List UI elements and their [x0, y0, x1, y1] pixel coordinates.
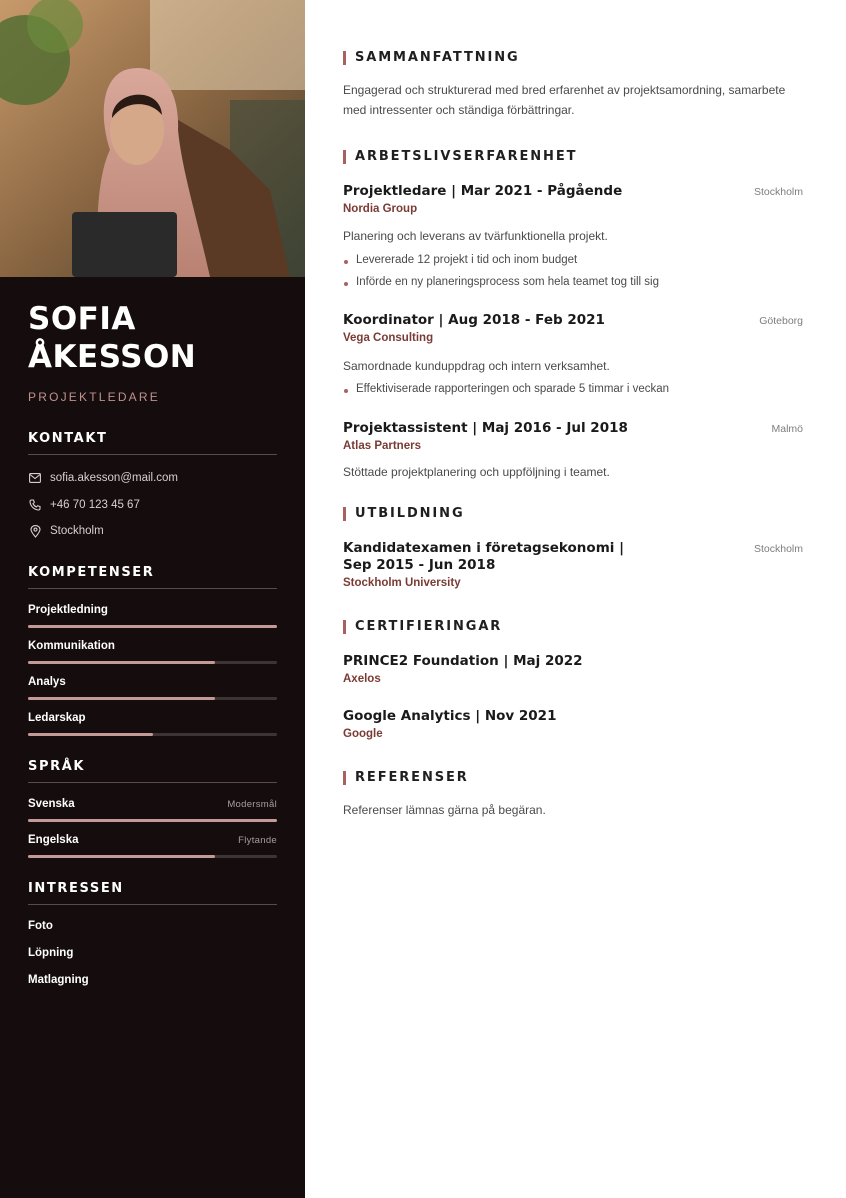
- language-bar-fill: [28, 855, 215, 858]
- skill-label: Ledarskap: [28, 712, 86, 724]
- language-level: Modersmål: [227, 799, 277, 810]
- language-level: Flytande: [238, 835, 277, 846]
- skill-item: [28, 604, 277, 640]
- interest-item: Löpning: [28, 947, 74, 959]
- contact-section: [28, 431, 277, 545]
- references-heading: REFERENSER: [343, 770, 469, 786]
- job-bullet: Införde en ny planeringsprocess som hela teamet tog till sig: [343, 276, 659, 288]
- job-title: Koordinator | Aug 2018 - Feb 2021: [343, 312, 605, 328]
- job-location: Göteborg: [759, 315, 803, 327]
- certification-title: Google Analytics | Nov 2021: [343, 708, 557, 724]
- mail-icon: [28, 471, 42, 485]
- job-location: Stockholm: [753, 186, 803, 198]
- skills-section: [28, 565, 277, 748]
- language-item: [28, 798, 277, 834]
- skill-bar: [28, 625, 277, 628]
- summary-text: Engagerad och strukturerad med bred erfarenhet av projektsamordning, samarbete med intressenter och ständiga förbättringar.: [343, 83, 786, 117]
- contact-email[interactable]: [28, 465, 277, 492]
- job-description: Samordnade kunduppdrag och intern verksamhet.: [343, 359, 610, 373]
- profile-photo: [0, 0, 305, 277]
- languages-list: [28, 798, 277, 870]
- interests-heading: INTRESSEN: [28, 881, 277, 905]
- job-company: Vega Consulting: [343, 332, 434, 344]
- contact-phone[interactable]: [28, 492, 277, 519]
- languages-section: [28, 759, 277, 870]
- contact-location: [28, 518, 277, 545]
- language-label: Svenska: [28, 798, 75, 810]
- skill-bar: [28, 697, 277, 700]
- certifications-heading: CERTIFIERINGAR: [343, 619, 502, 635]
- job-title: Projektassistent | Maj 2016 - Jul 2018: [343, 420, 628, 436]
- skill-item: [28, 640, 277, 676]
- interests-section: [28, 881, 277, 994]
- certification-title: PRINCE2 Foundation | Maj 2022: [343, 653, 583, 669]
- skill-bar-fill: [28, 625, 277, 628]
- contact-location-text: Stockholm: [50, 525, 104, 538]
- education-school: Stockholm University: [343, 577, 461, 589]
- language-bar: [28, 819, 277, 822]
- references-text: Referenser lämnas gärna på begäran.: [343, 803, 546, 817]
- languages-heading: SPRÅK: [28, 759, 277, 783]
- language-item: [28, 834, 277, 870]
- full-name: [28, 300, 277, 376]
- interest-item: Matlagning: [28, 974, 89, 986]
- job-description: Planering och leverans av tvärfunktionella projekt.: [343, 229, 608, 243]
- job-description: Stöttade projektplanering och uppföljning i teamet.: [343, 465, 610, 479]
- skill-bar: [28, 733, 277, 736]
- job-company: Atlas Partners: [343, 440, 421, 452]
- name-first: SOFIA: [28, 301, 136, 337]
- skill-item: [28, 676, 277, 712]
- interests-list: [28, 913, 277, 994]
- location-pin-icon: [28, 524, 42, 538]
- contact-heading: KONTAKT: [28, 431, 277, 455]
- job-title: Projektledare | Mar 2021 - Pågående: [343, 183, 623, 199]
- name-last: ÅKESSON: [28, 339, 197, 375]
- education-title-line2: Sep 2015 - Jun 2018: [343, 557, 496, 573]
- skills-heading: KOMPETENSER: [28, 565, 277, 589]
- job-location: Malmö: [771, 423, 803, 435]
- job-company: Nordia Group: [343, 203, 418, 215]
- language-bar-fill: [28, 819, 277, 822]
- language-label: Engelska: [28, 834, 79, 846]
- skill-bar-fill: [28, 661, 215, 664]
- skill-bar-fill: [28, 697, 215, 700]
- certification-issuer: Google: [343, 728, 383, 740]
- interest-item: Foto: [28, 920, 53, 932]
- skill-item: [28, 712, 277, 748]
- education-title-line1: Kandidatexamen i företagsekonomi |: [343, 540, 625, 556]
- skill-bar: [28, 661, 277, 664]
- education-location: Stockholm: [753, 543, 803, 555]
- skill-label: Projektledning: [28, 604, 108, 616]
- summary-heading: SAMMANFATTNING: [343, 50, 520, 66]
- skill-label: Analys: [28, 676, 66, 688]
- contact-phone-text: +46 70 123 45 67: [50, 498, 140, 511]
- phone-icon: [28, 498, 42, 512]
- job-bullet: Levererade 12 projekt i tid och inom budget: [343, 254, 577, 266]
- language-bar: [28, 855, 277, 858]
- experience-heading: ARBETSLIVSERFARENHET: [343, 149, 577, 165]
- sidebar: [0, 0, 305, 1198]
- contact-email-text: sofia.akesson@mail.com: [50, 472, 178, 485]
- job-bullet: Effektiviserade rapporteringen och sparade 5 timmar i veckan: [343, 383, 669, 395]
- skill-bar-fill: [28, 733, 153, 736]
- job-role: PROJEKTLEDARE: [28, 390, 160, 404]
- skill-label: Kommunikation: [28, 640, 115, 652]
- skills-list: [28, 604, 277, 748]
- certification-issuer: Axelos: [343, 673, 381, 685]
- education-heading: UTBILDNING: [343, 506, 465, 522]
